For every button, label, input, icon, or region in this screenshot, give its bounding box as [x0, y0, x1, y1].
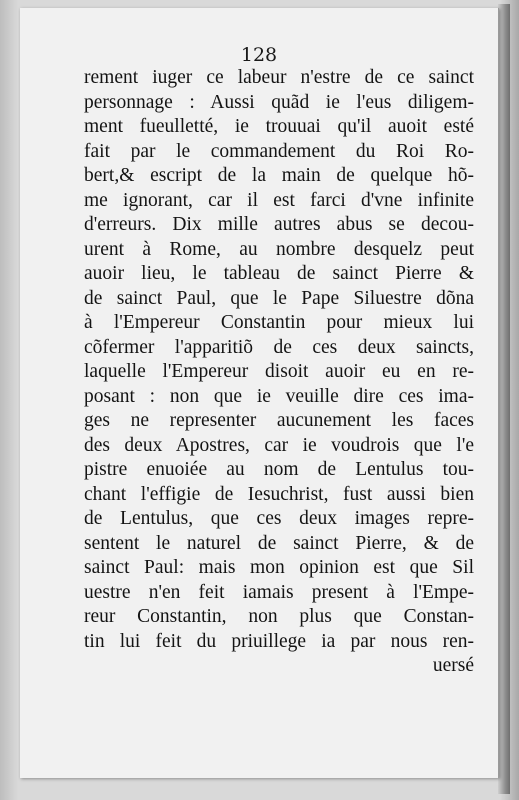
text-line: tin lui feit du priuillege ia par nous ren- — [84, 630, 474, 652]
text-line: urent à Rome, au nombre desquelz peut — [84, 238, 474, 260]
text-line: uestre n'en feit iamais present à l'Empe- — [84, 581, 474, 603]
text-line: de Lentulus, que ces deux images repre- — [84, 508, 474, 529]
text-line: des deux Apostres, car ie voudrois que l'e — [84, 434, 474, 456]
text-line: d'erreurs. Dix mille autres abus se decou- — [84, 214, 474, 235]
text-line: sentent le naturel de sainct Pierre, & de — [84, 532, 474, 554]
text-line: posant : non que ie veuille dire ces ima- — [84, 385, 474, 407]
text-line: fait par le commandement du Roi Ro- — [84, 140, 474, 162]
text-line: bert,& escript de la main de quelque hõ- — [84, 165, 474, 186]
text-line: personnage : Aussi quãd ie l'eus diligem- — [84, 91, 474, 113]
page-number: 128 — [240, 44, 278, 66]
text-line: rement iuger ce labeur n'estre de ce sainct — [84, 67, 474, 88]
text-line: à l'Empereur Constantin pour mieux lui — [84, 312, 474, 333]
catchword: uersé — [432, 655, 474, 676]
text-line: cõfermer l'apparitiõ de ces deux saincts, — [84, 336, 474, 358]
text-line: ment fueulletté, ie trouuai qu'il auoit esté — [84, 116, 474, 137]
text-line: de sainct Paul, que le Pape Siluestre dõna — [84, 287, 474, 309]
text-line: sainct Paul: mais mon opinion est que Sil — [84, 557, 474, 578]
page-text — [84, 66, 474, 679]
text-line: laquelle l'Empereur disoit auoir eu en re- — [84, 361, 474, 382]
text-line: me ignorant, car il est farci d'vne infinite — [84, 189, 474, 211]
page-edge — [498, 4, 510, 794]
text-line: chant l'effigie de Iesuchrist, fust aussi bien — [84, 483, 474, 505]
text-line: ges ne representer aucunement les faces — [84, 410, 474, 431]
text-line: pistre enuoiée au nom de Lentulus tou- — [84, 459, 474, 480]
text-line: reur Constantin, non plus que Constan- — [84, 606, 474, 627]
text-line: auoir lieu, le tableau de sainct Pierre & — [84, 263, 474, 284]
